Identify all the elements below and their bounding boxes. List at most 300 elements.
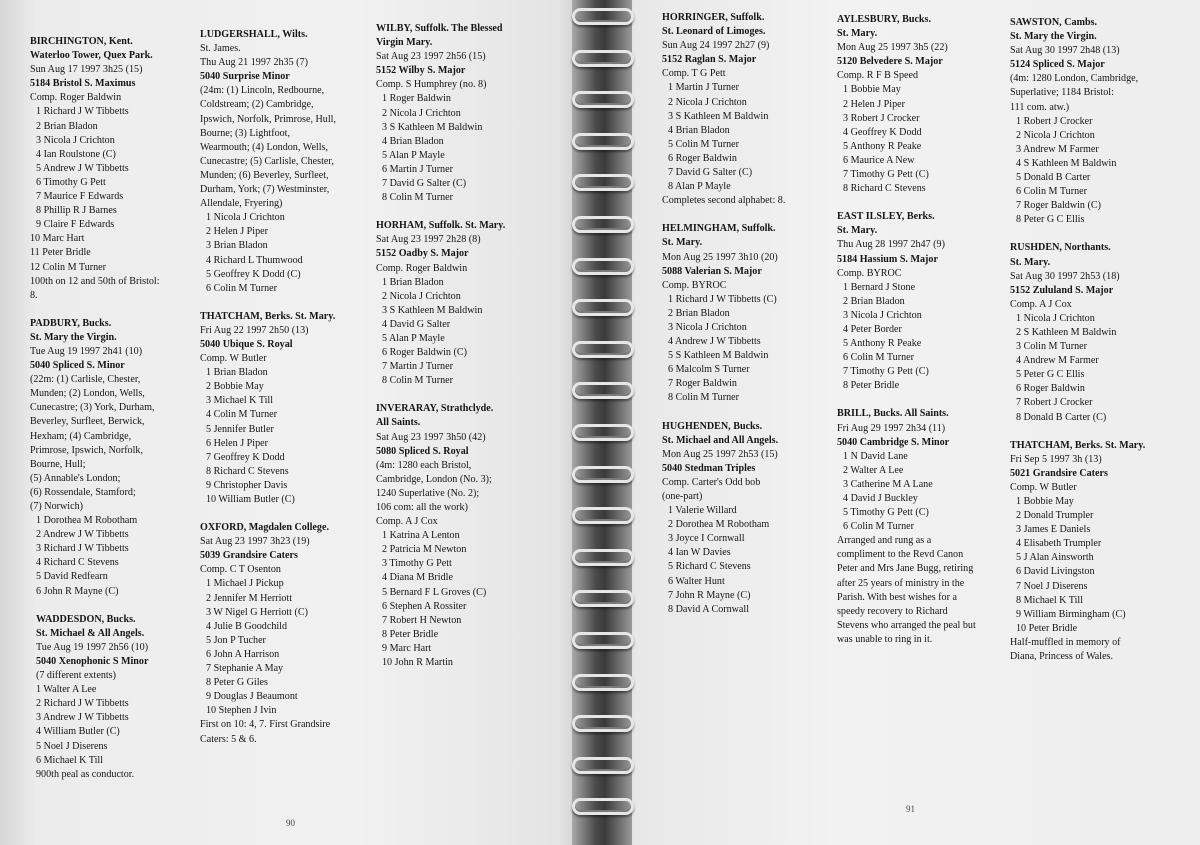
entry-text-line: 6 John R Mayne (C) [36, 585, 119, 597]
entry-text-line: 2 Nicola J Crichton [1016, 129, 1095, 141]
entry-heading-line: RUSHDEN, Northants. [1010, 242, 1111, 254]
entry-text-line: 8 Peter G C Ellis [1016, 214, 1085, 226]
entry-text-line: 1240 Superlative (No. 2); [376, 487, 480, 499]
entry-heading-line: WILBY, Suffolk. The Blessed [376, 23, 503, 34]
entry-text-line: 5 Geoffrey K Dodd (C) [206, 268, 301, 280]
entry-text-line: Comp. W Butler [200, 353, 267, 365]
entry-text-line: after 25 years of ministry in the [837, 577, 965, 589]
entry-text-line: 9 Christopher Davis [206, 479, 288, 491]
entry-text-line: Comp. BYROC [662, 279, 727, 291]
entry-text-line: 1 Roger Baldwin [382, 93, 451, 105]
entry-text-line: 10 Marc Hart [30, 233, 85, 245]
entry-text-line: 4 Colin M Turner [206, 409, 277, 421]
entry-text-line: 4 Brian Bladon [668, 124, 730, 136]
entry-text-line: (7) Norwich) [30, 501, 83, 512]
entry-text-line: 8 Colin M Turner [382, 192, 453, 204]
entry-text-line: Comp. T G Pett [662, 68, 726, 80]
entry-heading-line: AYLESBURY, Bucks. [837, 14, 931, 25]
entry-text-line: Comp. R F B Speed [837, 70, 919, 82]
entry-text-line: 1 Nicola J Crichton [1016, 312, 1095, 324]
entry-text-line: 4 Ian Roulstone (C) [36, 148, 116, 160]
entry-heading-line: St. Mary the Virgin. [1010, 31, 1097, 43]
binding-ring [572, 632, 634, 649]
binding-ring [572, 341, 634, 358]
entry-heading-line: 5152 Wilby S. Major [376, 65, 466, 77]
entry-text-line: 7 Roger Baldwin [668, 378, 737, 390]
entry-text-line: Arranged and rung as a [837, 535, 932, 547]
column-2 [200, 28, 336, 747]
entry-text-line: 5 Bernard F L Groves (C) [382, 586, 487, 598]
entry-text-line: 1 Bernard J Stone [843, 281, 916, 293]
entry-text-line: Diana, Princess of Wales. [1010, 651, 1113, 663]
entry-text-line: 2 Nicola J Crichton [382, 107, 461, 119]
entry-text-line: (7 different extents) [36, 670, 116, 682]
entry-separator [837, 393, 976, 407]
page-number-left: 90 [286, 818, 295, 828]
entry-text-line: 3 Michael K Till [206, 395, 274, 407]
entry-separator [837, 196, 976, 210]
entry-heading-line: LUDGERSHALL, Wilts. [200, 29, 308, 40]
entry-text-line: 3 Andrew J W Tibbetts [36, 712, 129, 724]
entry-heading-line: HUGHENDEN, Bucks. [662, 420, 763, 432]
entry-text-line: 4 Andrew M Farmer [1016, 355, 1099, 367]
column-5 [837, 13, 976, 647]
entry-separator [30, 303, 160, 317]
entry-heading-line: St. Mary. [837, 28, 878, 40]
entry-text-line: 1 Katrina A Lenton [382, 530, 460, 542]
entry-text-line: Coldstream; (2) Cambridge, [200, 99, 314, 111]
entry-text-line: 6 John A Harrison [206, 648, 280, 660]
entry-text-line: (22m: (1) Carlisle, Chester, [30, 374, 141, 386]
entry-text-line: 900th peal as conductor. [36, 768, 135, 780]
entry-text-line: Half-muffled in memory of [1010, 636, 1121, 648]
entry-text-line: 9 Douglas J Beaumont [206, 691, 298, 703]
entry-text-line: 7 Stephanie A May [206, 663, 284, 675]
entry-heading-line: 5039 Grandsire Caters [200, 550, 298, 562]
entry-heading-line: 5040 Stedman Triples [662, 462, 756, 474]
entry-text-line: Ipswich, Norfolk, Primrose, Hull, [200, 113, 336, 125]
entry-text-line: 5 Alan P Mayle [382, 149, 445, 161]
entry-text-line: Sun Aug 17 1997 3h25 (15) [30, 64, 143, 76]
entry-text-line: 4 William Butler (C) [36, 726, 120, 738]
page-number-right: 91 [906, 804, 915, 814]
entry-text-line: 2 Andrew J W Tibbetts [36, 529, 129, 541]
entry-text-line: 3 Andrew M Farmer [1016, 143, 1099, 155]
entry-text-line: 11 Peter Bridle [30, 247, 91, 259]
entry-text-line: 2 Helen J Piper [843, 98, 905, 110]
entry-text-line: 1 Richard J W Tibbetts [36, 106, 129, 118]
entry-text-line: 8 Peter Bridle [843, 380, 900, 392]
entry-heading-line: Virgin Mary. [376, 37, 433, 49]
entry-text-line: 6 Colin M Turner [843, 352, 914, 364]
binding-ring [572, 216, 634, 233]
entry-text-line: 7 David G Salter (C) [668, 167, 753, 179]
entry-text-line: (6) Rossendale, Stamford; [30, 486, 136, 498]
binding-ring [572, 715, 634, 732]
entry-text-line: Comp. W Butler [1010, 481, 1077, 493]
entry-text-line: Stevens who arranged the peal but [837, 619, 976, 631]
entry-text-line: 4 Peter Border [843, 323, 902, 335]
entry-text-line: 3 Nicola J Crichton [668, 321, 747, 333]
entry-text-line: 2 Brian Bladon [843, 295, 905, 307]
entry-text-line: 2 Helen J Piper [206, 226, 268, 238]
entry-text-line: 3 S Kathleen M Baldwin [668, 110, 769, 122]
entry-heading-line: 5040 Cambridge S. Minor [837, 436, 950, 448]
column-4 [662, 11, 785, 617]
entry-text-line: 6 Colin M Turner [1016, 186, 1087, 198]
entry-text-line: 6 Helen J Piper [206, 437, 268, 449]
entry-heading-line: 5152 Zululand S. Major [1010, 284, 1114, 296]
column-3 [376, 22, 505, 670]
entry-separator [200, 507, 336, 521]
entry-heading-line: 5184 Hassium S. Major [837, 253, 938, 265]
entry-text-line: 7 Timothy G Pett (C) [843, 169, 929, 181]
entry-text-line: 5 Noel J Diserens [36, 740, 108, 752]
entry-text-line: 3 Colin M Turner [1016, 341, 1087, 353]
entry-text-line: Bourne, Hull; [30, 458, 86, 470]
entry-heading-line: St. Michael & All Angels. [36, 627, 145, 639]
entry-text-line: 8 Donald B Carter (C) [1016, 411, 1107, 423]
entry-text-line: 8 Peter Bridle [382, 628, 439, 640]
entry-text-line: speedy recovery to Richard [837, 605, 948, 617]
entry-text-line: 4 Geoffrey K Dodd [843, 126, 922, 138]
entry-text-line: 3 Nicola J Crichton [843, 309, 922, 321]
entry-heading-line: 5088 Valerian S. Major [662, 265, 762, 277]
entry-text-line: 3 James E Daniels [1016, 524, 1091, 536]
entry-text-line: 9 William Birmingham (C) [1016, 608, 1126, 620]
entry-text-line: 7 Martin J Turner [382, 361, 453, 373]
entry-text-line: Sat Aug 30 1997 2h53 (18) [1010, 270, 1120, 282]
binding-ring [572, 674, 634, 691]
entry-heading-line: 5040 Ubique S. Royal [200, 338, 293, 350]
entry-text-line: 8 Alan P Mayle [668, 181, 731, 193]
entry-text-line: Bourne; (3) Lightfoot, [200, 127, 290, 139]
entry-heading-line: WADDESDON, Bucks. [36, 613, 136, 625]
entry-text-line: 3 Joyce I Cornwall [668, 533, 745, 545]
entry-text-line: (one-part) [662, 491, 703, 502]
entry-text-line: Munden; (2) London, Wells, [30, 388, 145, 400]
entry-text-line: (4m: 1280 London, Cambridge, [1010, 73, 1139, 85]
entry-text-line: Superlative; 1184 Bristol: [1010, 87, 1114, 99]
entry-heading-line: 5152 Raglan S. Major [662, 54, 757, 66]
entry-text-line: Sat Aug 30 1997 2h48 (13) [1010, 45, 1120, 57]
column-1 [30, 35, 160, 782]
entry-text-line: 8 Colin M Turner [668, 392, 739, 404]
entry-separator [1010, 425, 1145, 439]
entry-text-line: 12 Colin M Turner [30, 261, 106, 273]
entry-text-line: 8 Peter G Giles [206, 677, 268, 689]
entry-text-line: 1 Bobbie May [1016, 496, 1074, 507]
right-page [600, 0, 1200, 845]
entry-heading-line: 5124 Spliced S. Major [1010, 59, 1105, 71]
entry-text-line: St. James. [200, 43, 241, 55]
entry-text-line: 8 Michael K Till [1016, 594, 1084, 606]
entry-text-line: 1 Michael J Pickup [206, 578, 284, 590]
entry-heading-line: St. Mary. [662, 237, 703, 249]
entry-text-line: Hexham; (4) Cambridge, [30, 430, 132, 442]
entry-text-line: Comp. Carter's Odd bob [662, 476, 761, 488]
entry-text-line: 106 com: all the work) [376, 502, 468, 513]
entry-text-line: 6 Stephen A Rossiter [382, 600, 467, 612]
entry-heading-line: St. Mary. [837, 225, 878, 237]
entry-heading-line: 5120 Belvedere S. Major [837, 56, 943, 68]
entry-text-line: Cambridge, London (No. 3); [376, 473, 492, 485]
binding-ring [572, 50, 634, 67]
entry-text-line: 1 Dorothea M Robotham [36, 515, 138, 527]
entry-text-line: 6 Colin M Turner [206, 282, 277, 294]
entry-text-line: Cunecastre; (5) Carlisle, Chester, [200, 155, 334, 167]
entry-text-line: 8 David A Cornwall [668, 603, 750, 615]
entry-heading-line: 5040 Spliced S. Minor [30, 360, 125, 372]
entry-text-line: 6 Roger Baldwin (C) [382, 347, 467, 359]
entry-heading-line: OXFORD, Magdalen College. [200, 522, 329, 534]
binding-ring [572, 258, 634, 275]
entry-text-line: 5 J Alan Ainsworth [1016, 552, 1094, 564]
entry-text-line: 5 Peter G C Ellis [1016, 369, 1085, 381]
entry-text-line: 9 Claire F Edwards [36, 219, 115, 231]
entry-text-line: Fri Sep 5 1997 3h (13) [1010, 453, 1102, 465]
entry-text-line: Munden; (6) Beverley, Surfleet, [200, 169, 329, 181]
entry-text-line: Thu Aug 28 1997 2h47 (9) [837, 239, 945, 251]
entry-text-line: Comp. A J Cox [376, 516, 438, 528]
entry-heading-line: HORHAM, Suffolk. St. Mary. [376, 220, 506, 232]
binding-ring [572, 590, 634, 607]
entry-text-line: 5 Timothy G Pett (C) [843, 507, 929, 519]
column-6 [1010, 16, 1145, 664]
entry-text-line: Mon Aug 25 1997 3h10 (20) [662, 251, 778, 263]
entry-text-line: 7 Noel J Diserens [1016, 580, 1088, 592]
entry-text-line: 4 Richard L Thumwood [206, 254, 303, 266]
entry-text-line: Tue Aug 19 1997 2h56 (10) [36, 641, 149, 653]
entry-text-line: 5 Jon P Tucher [206, 634, 266, 646]
entry-text-line: 6 Walter Hunt [668, 575, 725, 587]
entry-text-line: 2 Nicola J Crichton [668, 96, 747, 108]
entry-separator [376, 388, 505, 402]
entry-text-line: compliment to the Revd Canon [837, 549, 964, 561]
entry-heading-line: St. Mary. [1010, 256, 1051, 268]
entry-text-line: Sun Aug 24 1997 2h27 (9) [662, 40, 770, 52]
entry-text-line: 4 Ian W Davies [668, 547, 731, 559]
entry-text-line: 1 Valerie Willard [668, 505, 737, 517]
entry-text-line: 3 Richard J W Tibbetts [36, 543, 129, 555]
entry-text-line: 5 Colin M Turner [668, 138, 739, 150]
entry-text-line: Durham, York; (7) Westminster, [200, 184, 330, 196]
entry-heading-line: INVERARAY, Strathclyde. [376, 403, 494, 415]
entry-text-line: 4 Diana M Bridle [382, 572, 453, 584]
entry-text-line: 6 Roger Baldwin [668, 152, 737, 164]
entry-text-line: 6 Timothy G Pett [36, 176, 106, 188]
entry-text-line: 2 Brian Bladon [668, 307, 730, 319]
entry-text-line: Parish. With best wishes for a [837, 591, 957, 603]
entry-heading-line: St. Mary the Virgin. [30, 331, 117, 343]
entry-heading-line: THATCHAM, Berks. St. Mary. [200, 310, 336, 322]
entry-text-line: 1 N David Lane [843, 450, 908, 462]
entry-text-line: 2 Bobbie May [206, 381, 264, 393]
entry-heading-line: BIRCHINGTON, Kent. [30, 36, 133, 47]
entry-text-line: 6 Michael K Till [36, 754, 104, 766]
entry-text-line: 5 Richard C Stevens [668, 561, 751, 573]
entry-text-line: 1 Bobbie May [843, 84, 901, 96]
entry-text-line: 10 William Butler (C) [206, 494, 295, 505]
entry-text-line: Comp. S Humphrey (no. 8) [376, 79, 487, 91]
entry-text-line: 2 Dorothea M Robotham [668, 519, 770, 531]
entry-text-line: Comp. Roger Baldwin [30, 92, 122, 104]
entry-text-line: 8 Colin M Turner [382, 375, 453, 387]
entry-text-line: 6 Roger Baldwin [1016, 383, 1085, 395]
binding-ring [572, 382, 634, 399]
entry-text-line: 3 S Kathleen M Baldwin [382, 304, 483, 316]
entry-text-line: 3 Timothy G Pett [382, 558, 452, 570]
entry-text-line: Comp. Roger Baldwin [376, 262, 468, 274]
entry-text-line: 5 Andrew J W Tibbetts [36, 162, 129, 174]
entry-text-line: Beverley, Surfleet, Berwick, [30, 416, 145, 428]
entry-text-line: 1 Richard J W Tibbetts (C) [668, 293, 777, 305]
entry-text-line: 4 Brian Bladon [382, 135, 444, 147]
entry-text-line: 10 John R Martin [382, 657, 453, 669]
entry-text-line: Completes second alphabet: 8. [662, 195, 786, 207]
entry-text-line: 2 Donald Trumpler [1016, 510, 1094, 522]
entry-text-line: 6 Maurice A New [843, 154, 915, 166]
entry-text-line: Mon Aug 25 1997 2h53 (15) [662, 448, 778, 460]
entry-text-line: 3 S Kathleen M Baldwin [382, 121, 483, 133]
entry-text-line: 2 Brian Bladon [36, 120, 98, 132]
entry-text-line: 4 Julie B Goodchild [206, 620, 288, 632]
entry-text-line: 3 Robert J Crocker [843, 112, 920, 124]
binding-ring [572, 757, 634, 774]
entry-text-line: 2 Richard J W Tibbetts [36, 698, 129, 710]
entry-text-line: 4 Richard C Stevens [36, 557, 119, 569]
binding-ring [572, 133, 634, 150]
entry-text-line: 7 Maurice F Edwards [36, 191, 124, 203]
entry-heading-line: Waterloo Tower, Quex Park. [30, 50, 153, 62]
entry-text-line: 2 Nicola J Crichton [382, 290, 461, 302]
entry-text-line: Sat Aug 23 1997 3h23 (19) [200, 536, 310, 548]
entry-text-line: 111 com. atw.) [1010, 101, 1070, 113]
entry-text-line: 5 Anthony R Peake [843, 338, 922, 350]
entry-text-line: 7 David G Salter (C) [382, 178, 467, 190]
entry-heading-line: EAST ILSLEY, Berks. [837, 211, 935, 223]
entry-separator [662, 406, 785, 420]
entry-heading-line: 5152 Oadby S. Major [376, 248, 469, 260]
entry-separator [200, 296, 336, 310]
entry-heading-line: THATCHAM, Berks. St. Mary. [1010, 439, 1146, 451]
entry-text-line: 4 Elisabeth Trumpler [1016, 538, 1102, 550]
entry-text-line: 7 John R Mayne (C) [668, 589, 751, 601]
entry-text-line: (5) Annable's London; [30, 472, 121, 484]
entry-heading-line: 5040 Xenophonic S Minor [36, 655, 149, 667]
entry-text-line: Comp. C T Osenton [200, 564, 281, 576]
entry-text-line: 1 Brian Bladon [382, 276, 444, 288]
entry-text-line: Tue Aug 19 1997 2h41 (10) [30, 345, 143, 357]
entry-text-line: 2 S Kathleen M Baldwin [1016, 326, 1117, 338]
entry-text-line: 7 Robert J Crocker [1016, 397, 1093, 409]
entry-text-line: 5 S Kathleen M Baldwin [668, 350, 769, 362]
entry-text-line: 8 Phillip R J Barnes [36, 205, 117, 217]
entry-text-line: 9 Marc Hart [382, 642, 432, 654]
entry-text-line: 5 Jennifer Butler [206, 423, 274, 435]
entry-text-line: 100th on 12 and 50th of Bristol: [30, 275, 160, 287]
entry-text-line: 3 Nicola J Crichton [36, 134, 115, 146]
entry-text-line: First on 10: 4, 7. First Grandsire [200, 719, 331, 731]
entry-separator [376, 205, 505, 219]
entry-text-line: was unable to ring in it. [837, 633, 933, 645]
entry-text-line: 6 Colin M Turner [843, 521, 914, 533]
entry-text-line: 8 Richard C Stevens [206, 465, 289, 477]
entry-text-line: 1 Nicola J Crichton [206, 212, 285, 224]
entry-heading-line: 5021 Grandsire Caters [1010, 467, 1108, 479]
entry-text-line: 1 Robert J Crocker [1016, 115, 1093, 127]
entry-text-line: Thu Aug 21 1997 2h35 (7) [200, 57, 308, 69]
entry-heading-line: SAWSTON, Cambs. [1010, 17, 1098, 28]
entry-heading-line: PADBURY, Bucks. [30, 317, 112, 329]
entry-text-line: Primrose, Ipswich, Norfolk, [30, 444, 143, 456]
entry-text-line: Caters: 5 & 6. [200, 733, 257, 745]
entry-heading-line: 5184 Bristol S. Maximus [30, 78, 136, 90]
entry-text-line: 4 David J Buckley [843, 493, 918, 504]
entry-heading-line: 5080 Spliced S. Royal [376, 445, 469, 457]
entry-text-line: 4 Andrew J W Tibbetts [668, 336, 761, 348]
binding-ring [572, 424, 634, 441]
entry-text-line: Comp. A J Cox [1010, 298, 1072, 310]
binding-ring [572, 466, 634, 483]
entry-heading-line: St. Michael and All Angels. [662, 434, 779, 446]
entry-text-line: (4m: 1280 each Bristol, [376, 459, 472, 471]
entry-text-line: 3 Catherine M A Lane [843, 478, 933, 490]
entry-text-line: 2 Jennifer M Herriott [206, 592, 293, 604]
entry-text-line: Allendale, Fryering) [200, 198, 283, 210]
entry-text-line: 10 Stephen J Ivin [206, 705, 277, 717]
entry-text-line: 1 Martin J Turner [668, 82, 739, 94]
entry-text-line: 6 Martin J Turner [382, 163, 453, 175]
entry-text-line: 7 Geoffrey K Dodd [206, 451, 285, 463]
entry-heading-line: St. Leonard of Limoges. [662, 26, 766, 38]
entry-text-line: 2 Patricia M Newton [382, 544, 467, 556]
entry-text-line: (24m: (1) Lincoln, Redbourne, [200, 85, 325, 97]
binding-ring [572, 798, 634, 815]
entry-text-line: 1 Brian Bladon [206, 367, 268, 379]
entry-text-line: 7 Timothy G Pett (C) [843, 366, 929, 378]
entry-text-line: Fri Aug 29 1997 2h34 (11) [837, 422, 946, 434]
binding-ring [572, 507, 634, 524]
entry-heading-line: All Saints. [376, 417, 421, 429]
binding-ring [572, 174, 634, 191]
entry-separator [662, 208, 785, 222]
entry-text-line: 8. [30, 289, 38, 301]
entry-text-line: 5 Donald B Carter [1016, 172, 1091, 184]
entry-text-line: Cunecastre; (3) York, Durham, [30, 402, 155, 414]
entry-text-line: 7 Roger Baldwin (C) [1016, 200, 1101, 212]
binding-ring [572, 8, 634, 25]
entry-heading-line: BRILL, Bucks. All Saints. [837, 408, 949, 420]
binding-ring [572, 91, 634, 108]
entry-text-line: 10 Peter Bridle [1016, 622, 1078, 634]
entry-separator [1010, 227, 1145, 241]
entry-text-line: Wearmouth; (4) London, Wells, [200, 141, 328, 153]
entry-text-line: 7 Robert H Newton [382, 614, 462, 626]
entry-text-line: 6 David Livingston [1016, 566, 1095, 578]
binding-ring [572, 549, 634, 566]
entry-separator [30, 599, 160, 613]
entry-text-line: Sat Aug 23 1997 3h50 (42) [376, 431, 486, 443]
entry-text-line: Sat Aug 23 1997 2h28 (8) [376, 234, 481, 246]
entry-text-line: 5 David Redfearn [36, 571, 108, 583]
entry-text-line: 6 Malcolm S Turner [668, 364, 750, 376]
entry-text-line: 8 Richard C Stevens [843, 183, 926, 195]
entry-text-line: Sat Aug 23 1997 2h56 (15) [376, 51, 486, 63]
entry-text-line: 3 Brian Bladon [206, 240, 268, 252]
entry-text-line: 4 S Kathleen M Baldwin [1016, 157, 1117, 169]
entry-text-line: 5 Anthony R Peake [843, 140, 922, 152]
